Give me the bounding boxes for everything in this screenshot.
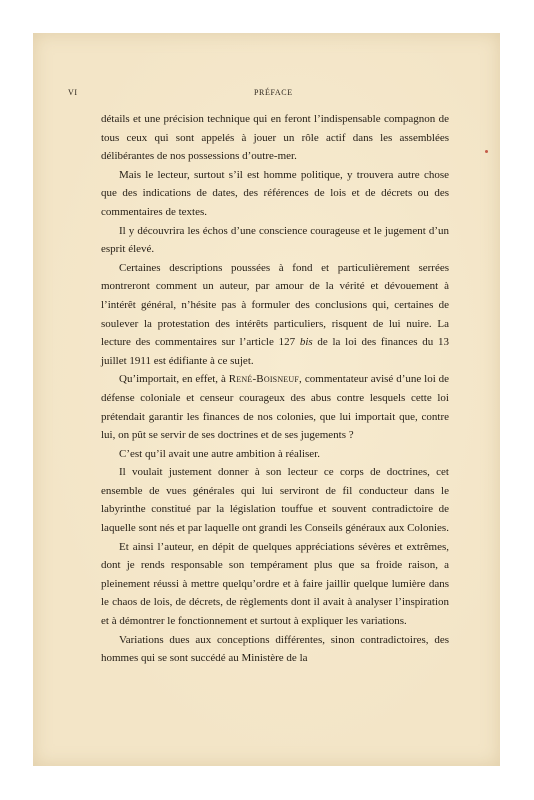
- body-text: [101, 110, 449, 668]
- paragraph: Il y découvrira les échos d’une conscience courageuse et le jugement d’un esprit élevé.: [101, 224, 449, 256]
- paragraph: Mais le lecteur, surtout s’il est homme politique, y trouvera autre chose que des indications de dates, des références de lois et de décrets ou des commentaires de textes.: [101, 168, 449, 218]
- paragraph-text: de la loi des finances du 13 juillet 1911 est édifiante à ce sujet.: [101, 336, 450, 367]
- paragraph: [101, 370, 449, 444]
- paragraph: C’est qu’il avait une autre ambition à réaliser.: [119, 447, 320, 460]
- paragraph: détails et une précision technique qui en feront l’indispensable compagnon de tous ceux qui sont appelés à jouer un rôle actif dans les assemblées délibérantes de nos possessions d’outre-mer.: [101, 113, 449, 163]
- author-name: René-Boisneuf,: [228, 373, 302, 386]
- paragraph-text: commentateur avisé d’une loi de défense coloniale et censeur courageux des abus contre lesquels cette loi prétendait garantir les finances de nos colonies, que lui importait que, contre lui, on pût se servir de ses doctrines et de ses jugements ?: [101, 373, 450, 442]
- page-number: VI: [68, 88, 78, 97]
- running-header: [68, 88, 466, 102]
- running-title: PRÉFACE: [254, 88, 293, 97]
- paragraph-text: Certaines descriptions poussées à fond et particulièrement serrées montreront comment un auteur, par amour de la vérité et dévouement à l’intérêt général, n’hésite pas à formuler des conclusions qui, certaines de soulever la protestation des intérêts particuliers, risquent de lui nuire. La lecture des commentaires sur l’article 127: [101, 261, 449, 349]
- paragraph-text: Qu’importait, en effet, à: [119, 373, 226, 386]
- italic-term: bis: [299, 336, 313, 349]
- paragraph: Variations dues aux conceptions différentes, sinon contradictoires, des hommes qui se sont succédé au Ministère de la: [101, 633, 449, 665]
- paragraph: Et ainsi l’auteur, en dépit de quelques appréciations sévères et extrêmes, dont je rends responsable son tempérament plus que sa froide raison, a pleinement réussi à mettre quelqu’ordre et à faire jaillir quelque lumière dans le chaos de lois, de décrets, de règlements dont il avait à analyser l’inspiration et à démontrer le fonctionnement et surtout à expliquer les variations.: [101, 540, 449, 628]
- paragraph: Il voulait justement donner à son lecteur ce corps de doctrines, cet ensemble de vues générales qui lui serviront de fil conducteur dans le labyrinthe constitué par la législation touffue et souvent contradictoire de laquelle sont nés et par laquelle ont grandi les Conseils généraux aux Colonies.: [101, 466, 449, 535]
- red-spot-mark: [485, 150, 488, 153]
- paragraph: [101, 259, 449, 371]
